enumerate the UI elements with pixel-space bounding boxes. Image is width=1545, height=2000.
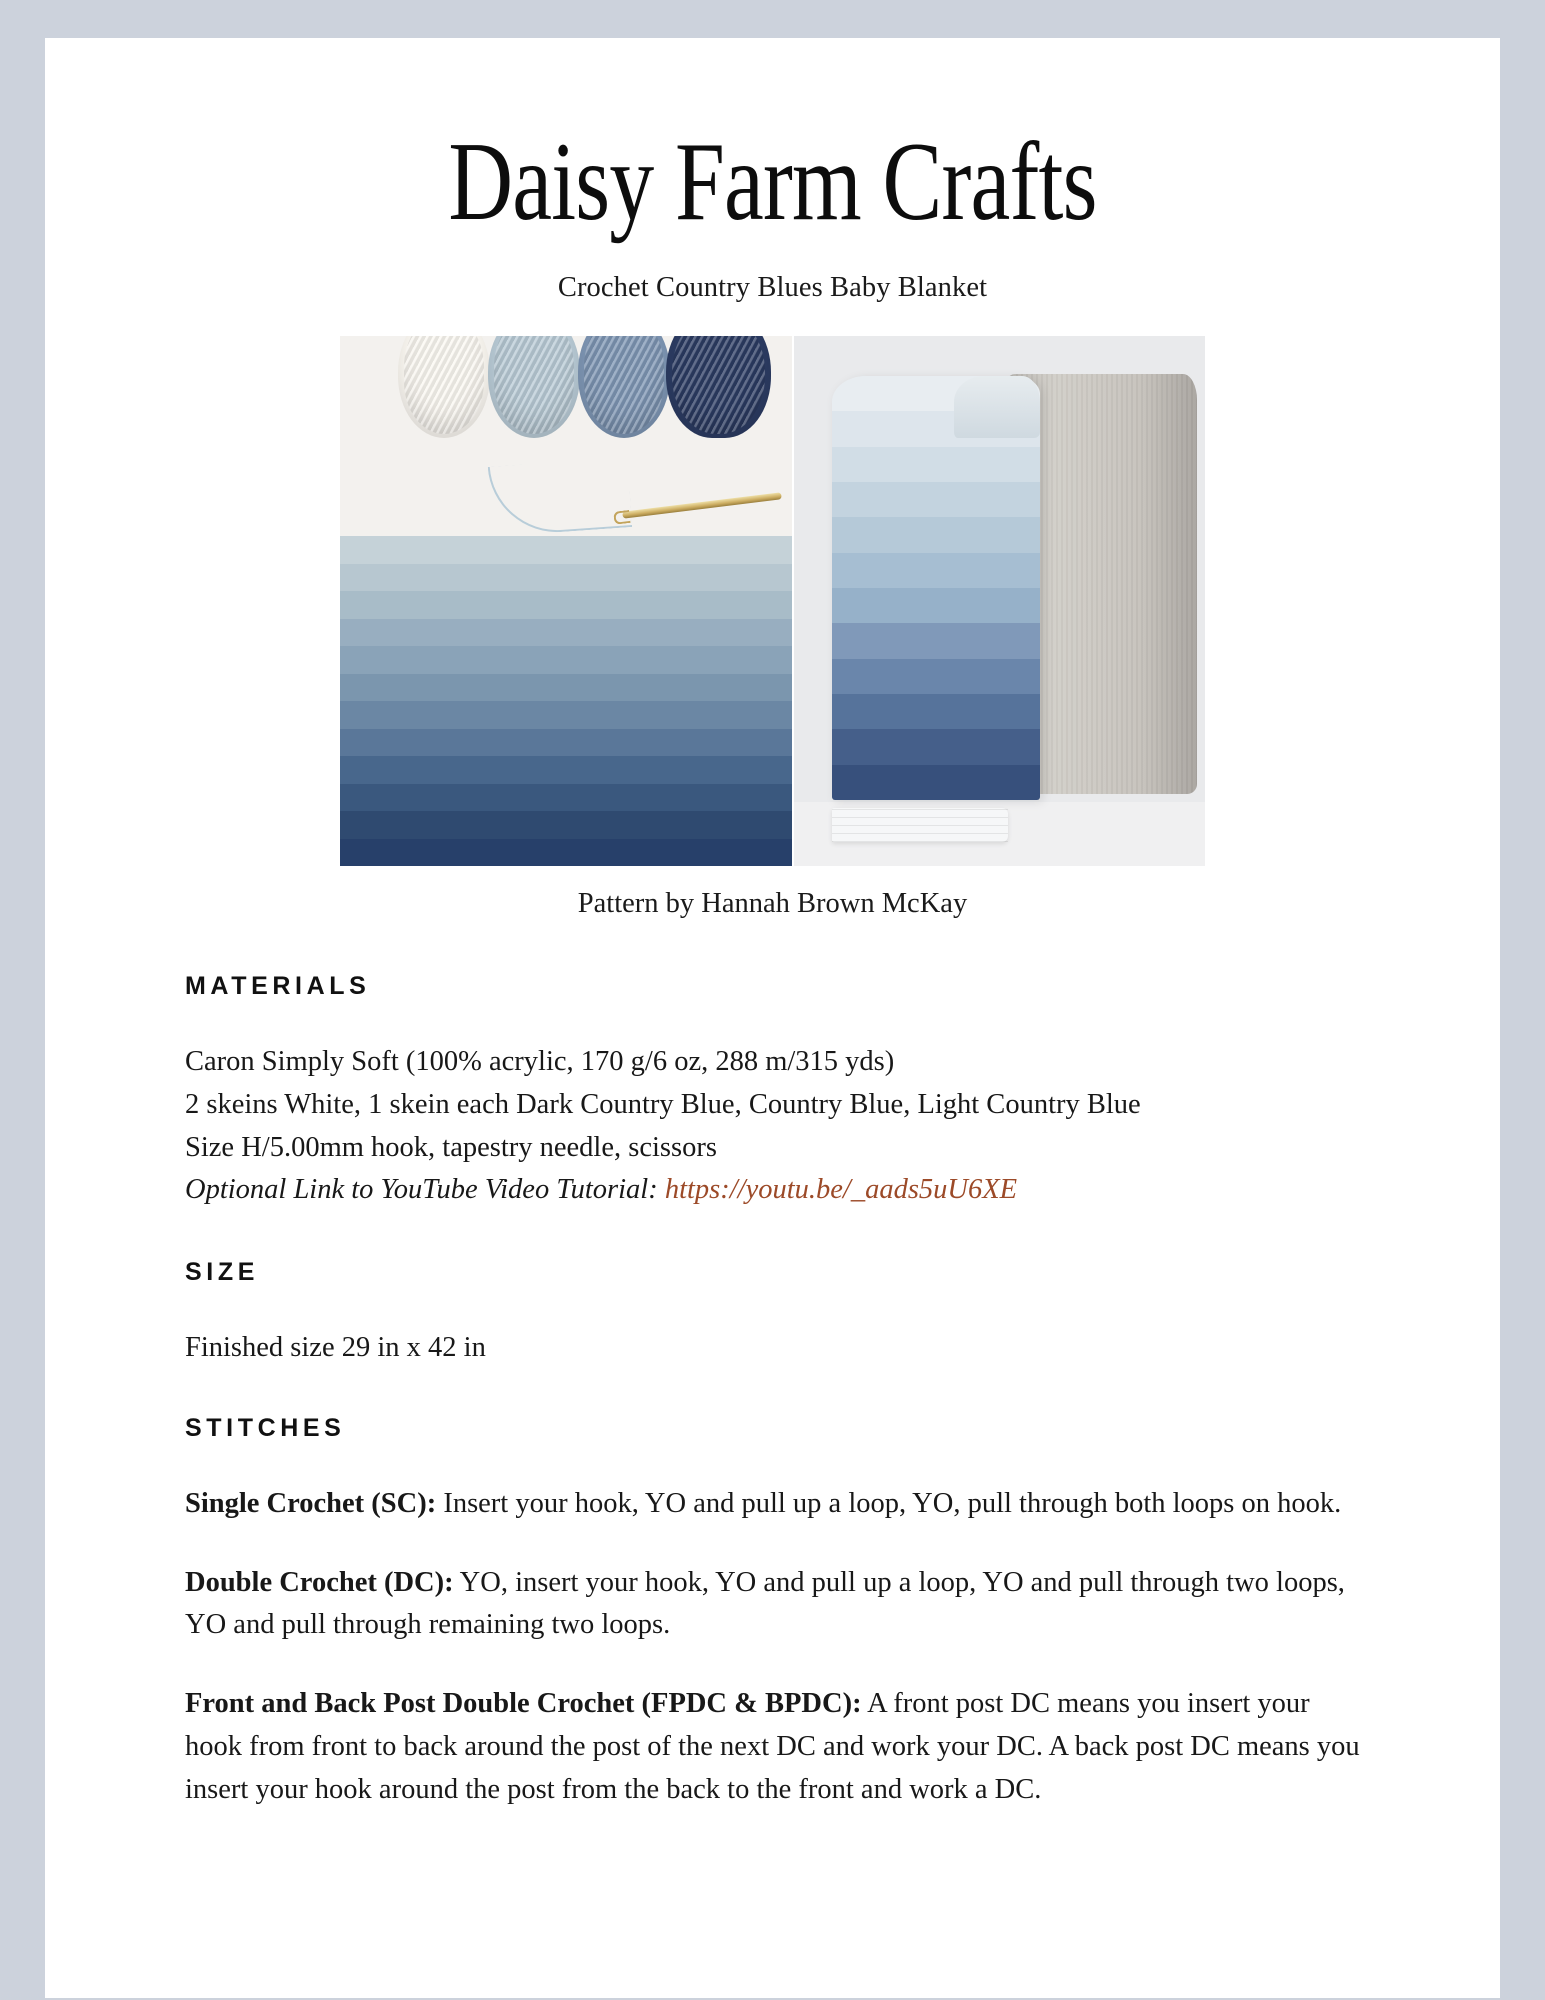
blanket-draped-over-basket-photo [794,336,1205,866]
yarn-skein-light-country-blue [488,336,580,438]
crochet-stripe-band [832,765,1040,800]
yarn-skein-white [398,336,490,438]
photo-gallery [340,336,1205,866]
blanket-white-hem [832,808,1008,842]
crochet-stripe-band [340,674,792,702]
crochet-stripe-band [832,447,1040,482]
crochet-stripe-band [832,517,1040,552]
document-page [45,38,1500,1998]
materials-line-yarn: Caron Simply Soft (100% acrylic, 170 g/6 oz, 288 m/315 yds) [185,1046,895,1077]
materials-tutorial-line [185,1169,1360,1212]
photo-caption: Pattern by Hannah Brown McKay [577,888,968,919]
stitch-desc-fpdc-bpdc: A front post DC means you insert your hook from front to back around the post of the next DC and work your DC. A back post DC means you insert your hook around the post from the back to the front and work a DC. [185,1688,1360,1805]
crochet-stripe-band [832,553,1040,588]
crochet-stripe-band [340,811,792,839]
materials-section [185,972,1360,1212]
crochet-stripe-band [832,694,1040,729]
crochet-stripe-band [832,482,1040,517]
stitch-desc-dc: YO, insert your hook, YO and pull up a loop, YO and pull through two loops, YO and pull through remaining two loops. [185,1566,1345,1641]
crochet-stripe-band [340,701,792,729]
yarn-skeins-and-swatch-photo [340,336,792,866]
crochet-stripe-band [832,729,1040,764]
stitch-definition-fpdc-bpdc [185,1683,1360,1811]
crochet-hook-icon [622,492,782,518]
pattern-subtitle: Crochet Country Blues Baby Blanket [557,272,988,303]
stitch-desc-sc: Insert your hook, YO and pull up a loop, YO, pull through both loops on hook. [436,1487,1342,1519]
youtube-tutorial-link[interactable]: https://youtu.be/_aads5uU6XE [664,1174,1018,1206]
size-text: Finished size 29 in x 42 in [185,1332,486,1363]
blanket-fold [954,376,1040,438]
crochet-stripe-band [832,588,1040,623]
draped-blanket [832,376,1040,800]
stitches-section [185,1414,1360,1812]
tutorial-label: Optional Link to YouTube Video Tutorial: [185,1174,658,1206]
yarn-strand [488,457,633,537]
crochet-stripe-band [340,756,792,784]
crochet-stripe-band [340,591,792,619]
page-title: Daisy Farm Crafts [448,120,1097,244]
crochet-stripe-band [832,623,1040,658]
size-heading: SIZE [185,1258,259,1286]
materials-line-skeins: 2 skeins White, 1 skein each Dark Country Blue, Country Blue, Light Country Blue [185,1088,1141,1120]
crochet-stripe-band [340,536,792,564]
crochet-stripe-band [340,784,792,812]
materials-heading: MATERIALS [185,972,371,1000]
yarn-skein-country-blue [578,336,670,438]
crochet-swatch [340,536,792,866]
stitch-term-dc: Double Crochet (DC): [185,1566,454,1598]
stitch-term-sc: Single Crochet (SC): [185,1487,437,1519]
crochet-stripe-band [340,839,792,867]
crochet-stripe-band [340,646,792,674]
materials-line-tools: Size H/5.00mm hook, tapestry needle, scissors [185,1131,717,1163]
stitch-definition-dc [185,1562,1360,1648]
stitches-heading: STITCHES [185,1413,346,1442]
stitch-term-fpdc-bpdc: Front and Back Post Double Crochet (FPDC & BPDC): [185,1688,862,1719]
stitch-definition-sc [185,1483,1360,1526]
size-section [185,1258,1360,1370]
yarn-skein-dark-country-blue [666,336,771,438]
crochet-stripe-band [340,619,792,647]
crochet-stripe-band [340,729,792,757]
crochet-stripe-band [340,564,792,592]
document-body [45,972,1500,1811]
crochet-stripe-band [832,659,1040,694]
